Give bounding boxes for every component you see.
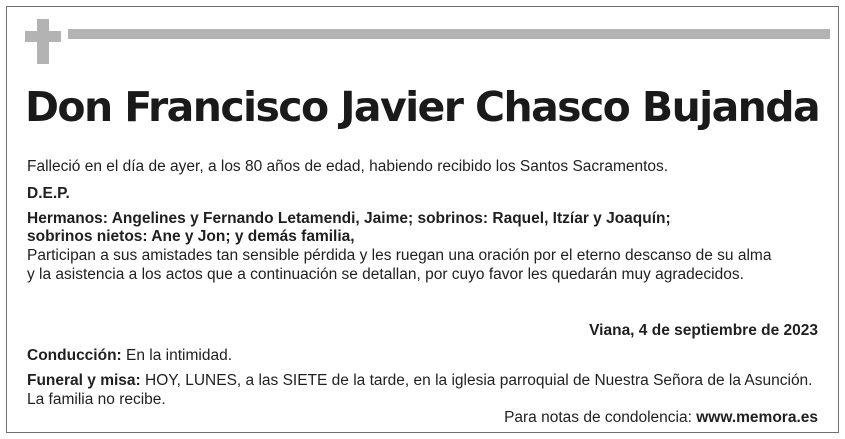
family-line-2: sobrinos nietos: Ane y Jon; y demás familia, [27, 228, 355, 245]
death-statement: Falleció en el día de ayer, a los 80 años de edad, habiendo recibido los Santos Sacramentos. [27, 158, 669, 175]
funeral-label: Funeral y misa: [27, 372, 141, 389]
conduccion-line [27, 346, 232, 365]
deceased-name: Don Francisco Javier Chasco Bujanda [25, 83, 820, 131]
cross-horizontal-bar [25, 31, 61, 42]
funeral-line [27, 371, 813, 390]
family-note: La familia no recibe. [27, 391, 166, 408]
condolence-label: Para notas de condolencia: [504, 409, 692, 426]
dep-label: D.E.P. [27, 185, 70, 202]
condolence-line [504, 408, 818, 427]
header-rule [68, 29, 830, 39]
message-line-1: Participan a sus amistades tan sensible pérdida y les ruegan una oración por el eterno descanso de su alma [27, 247, 772, 264]
conduccion-text: En la intimidad. [126, 347, 233, 364]
funeral-text: HOY, LUNES, a las SIETE de la tarde, en la iglesia parroquial de Nuestra Señora de la Asunción. [145, 372, 813, 389]
condolence-website-link[interactable]: www.memora.es [696, 409, 818, 426]
conduccion-label: Conducción: [27, 347, 122, 364]
family-line-1: Hermanos: Angelines y Fernando Letamendi, Jaime; sobrinos: Raquel, Itzíar y Joaquín; [27, 210, 671, 227]
obituary-notice [6, 6, 839, 433]
place-and-date: Viana, 4 de septiembre de 2023 [589, 322, 818, 339]
message-line-2: y la asistencia a los actos que a continuación se detallan, por cuyo favor les quedarán muy agradecidos. [27, 266, 744, 283]
